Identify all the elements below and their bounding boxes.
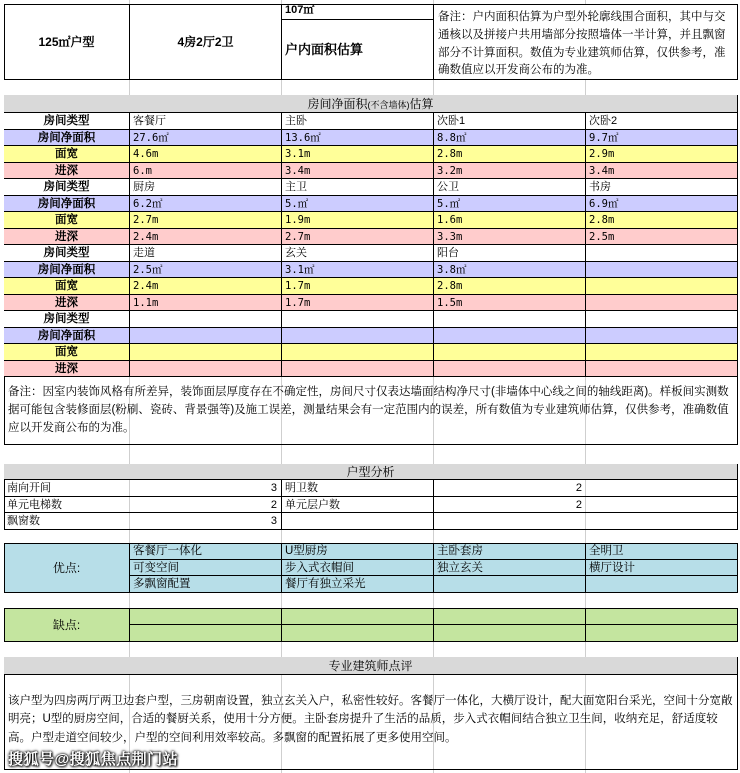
room-area-cell — [434, 328, 586, 345]
room-area-cell — [282, 328, 434, 345]
room-name-cell — [586, 245, 738, 262]
room-depth-cell: 3.3m — [434, 229, 586, 246]
room-area-cell: 13.6㎡ — [282, 130, 434, 147]
room-width-cell: 4.6m — [130, 146, 282, 163]
room-width-cell: 2.4m — [130, 278, 282, 295]
row-label-type: 房间类型 — [4, 311, 130, 328]
room-depth-cell: 3.4m — [282, 163, 434, 180]
room-width-cell: 2.8m — [434, 278, 586, 295]
room-depth-cell — [586, 295, 738, 312]
row-label-type: 房间类型 — [4, 179, 130, 196]
room-width-cell: 2.8m — [586, 212, 738, 229]
review-text: 该户型为四房两厅两卫边套户型，三房朝南设置，独立玄关入户，私密性较好。客餐厅一体化，大横厅设计，配大面宽阳台采光，空间十分宽敞明亮；U型的厨房空间，合适的餐厨关系，使用十分方便。主卧套房提升了生活的品质，步入式衣帽间结合独立卫生间，收纳充足，舒适度较高。户型走道空间较少，户型的空间利用效率较高。多飘窗的配置拓展了更多使用空间。 — [4, 675, 738, 770]
room-width-cell: 3.1m — [282, 146, 434, 163]
room-depth-cell: 6.m — [130, 163, 282, 180]
row-label-type: 房间类型 — [4, 113, 130, 130]
room-area-cell: 5.㎡ — [434, 196, 586, 213]
room-depth-cell — [130, 361, 282, 378]
analysis-item-value: 3 — [130, 480, 282, 497]
room-width-cell: 2.7m — [130, 212, 282, 229]
room-name-cell — [282, 311, 434, 328]
room-name-cell: 厨房 — [130, 179, 282, 196]
room-name-cell: 公卫 — [434, 179, 586, 196]
pros-item: 横厅设计 — [586, 560, 738, 577]
room-depth-cell: 3.2m — [434, 163, 586, 180]
pros-item: 步入式衣帽间 — [282, 560, 434, 577]
indoor-area-value: 107㎡ — [282, 4, 434, 20]
room-area-title-small: (不含墙体) — [367, 100, 410, 110]
unit-layout: 4房2厅2卫 — [130, 4, 282, 80]
analysis-blank-cell — [586, 513, 738, 530]
row-label-area: 房间净面积 — [4, 262, 130, 279]
room-name-cell: 阳台 — [434, 245, 586, 262]
room-area-cell: 27.6㎡ — [130, 130, 282, 147]
pros-item: 全明卫 — [586, 543, 738, 560]
room-name-cell: 玄关 — [282, 245, 434, 262]
pros-item — [434, 576, 586, 593]
cons-item — [130, 608, 282, 625]
room-area-cell: 2.5㎡ — [130, 262, 282, 279]
room-area-cell — [130, 328, 282, 345]
room-depth-cell: 1.5m — [434, 295, 586, 312]
room-name-cell — [130, 311, 282, 328]
pros-item: 餐厅有独立采光 — [282, 576, 434, 593]
analysis-title: 户型分析 — [4, 464, 738, 480]
analysis-blank-cell — [586, 480, 738, 497]
room-area-cell: 5.㎡ — [282, 196, 434, 213]
room-width-cell — [586, 344, 738, 361]
room-depth-cell — [586, 361, 738, 378]
cons-item — [434, 625, 586, 642]
room-area-cell — [586, 262, 738, 279]
room-name-cell: 书房 — [586, 179, 738, 196]
room-width-cell — [130, 344, 282, 361]
analysis-item-label: 飘窗数 — [4, 513, 130, 530]
room-width-cell — [282, 344, 434, 361]
row-label-depth: 进深 — [4, 163, 130, 180]
pros-item: U型厨房 — [282, 543, 434, 560]
room-width-cell: 1.6m — [434, 212, 586, 229]
analysis-item-label — [282, 513, 434, 530]
cons-label: 缺点: — [4, 608, 130, 642]
room-name-cell: 主卧 — [282, 113, 434, 130]
indoor-area-label: 户内面积估算 — [282, 20, 434, 80]
row-label-width: 面宽 — [4, 278, 130, 295]
row-label-width: 面宽 — [4, 212, 130, 229]
room-width-cell: 1.7m — [282, 278, 434, 295]
area-note: 备注：户内面积估算为户型外轮廓线围合面积，其中与交通核以及拼接户共用墙部分按照墙体一半计算，并且飘窗部分不计算面积。数值为专业建筑师估算，仅供参考，准确数值应以开发商公布的为准。 — [434, 4, 738, 80]
row-label-depth: 进深 — [4, 361, 130, 378]
room-name-cell: 客餐厅 — [130, 113, 282, 130]
row-label-width: 面宽 — [4, 344, 130, 361]
room-depth-cell — [434, 361, 586, 378]
pros-item: 主卧套房 — [434, 543, 586, 560]
room-area-cell: 6.2㎡ — [130, 196, 282, 213]
row-label-depth: 进深 — [4, 229, 130, 246]
room-width-cell: 1.9m — [282, 212, 434, 229]
row-label-type: 房间类型 — [4, 245, 130, 262]
room-name-cell — [434, 311, 586, 328]
room-area-cell — [586, 328, 738, 345]
analysis-item-value: 2 — [434, 497, 586, 514]
analysis-item-label: 南向开间 — [4, 480, 130, 497]
analysis-item-label: 单元层户数 — [282, 497, 434, 514]
pros-item: 多飘窗配置 — [130, 576, 282, 593]
row-label-depth: 进深 — [4, 295, 130, 312]
cons-item — [434, 608, 586, 625]
row-label-area: 房间净面积 — [4, 196, 130, 213]
room-depth-cell — [282, 361, 434, 378]
room-note: 备注：因室内装饰风格有所差异，装饰面层厚度存在不确定性，房间尺寸仅表达墙面结构净尺寸(非墙体中心线之间的轴线距离)。样板间实测数据可能包含装修面层(粉刷、瓷砖、背景强等)及施工误差，测量结果会有一定范围内的误差，所有数值为专业建筑师估算，仅供参考，准确数值应以开发商公布的为准。 — [4, 377, 738, 445]
review-title: 专业建筑师点评 — [4, 657, 738, 675]
analysis-item-value: 2 — [130, 497, 282, 514]
cons-item — [282, 608, 434, 625]
analysis-item-value: 2 — [434, 480, 586, 497]
room-area-cell: 3.8㎡ — [434, 262, 586, 279]
pros-item: 独立玄关 — [434, 560, 586, 577]
room-area-cell: 3.1㎡ — [282, 262, 434, 279]
room-area-title-end: 估算 — [409, 97, 434, 111]
row-label-area: 房间净面积 — [4, 328, 130, 345]
room-name-cell — [586, 311, 738, 328]
analysis-blank-cell — [586, 497, 738, 514]
pros-item: 可变空间 — [130, 560, 282, 577]
room-depth-cell: 2.4m — [130, 229, 282, 246]
analysis-item-label: 单元电梯数 — [4, 497, 130, 514]
pros-label: 优点: — [4, 543, 130, 593]
cons-item — [586, 608, 738, 625]
room-area-cell: 9.7㎡ — [586, 130, 738, 147]
room-area-title — [4, 95, 738, 113]
room-width-cell — [586, 278, 738, 295]
room-area-cell: 8.8㎡ — [434, 130, 586, 147]
room-area-cell: 6.9㎡ — [586, 196, 738, 213]
room-width-cell: 2.8m — [434, 146, 586, 163]
cons-item — [130, 625, 282, 642]
cons-item — [586, 625, 738, 642]
unit-area-label: 125㎡户型 — [4, 4, 130, 80]
room-depth-cell: 1.7m — [282, 295, 434, 312]
room-depth-cell: 2.7m — [282, 229, 434, 246]
room-name-cell: 次卧2 — [586, 113, 738, 130]
room-width-cell — [434, 344, 586, 361]
room-name-cell: 主卫 — [282, 179, 434, 196]
row-label-area: 房间净面积 — [4, 130, 130, 147]
room-name-cell: 走道 — [130, 245, 282, 262]
room-width-cell: 2.9m — [586, 146, 738, 163]
room-depth-cell: 3.4m — [586, 163, 738, 180]
room-depth-cell: 1.1m — [130, 295, 282, 312]
cons-item — [282, 625, 434, 642]
analysis-item-value: 3 — [130, 513, 282, 530]
room-name-cell: 次卧1 — [434, 113, 586, 130]
room-depth-cell: 2.5m — [586, 229, 738, 246]
analysis-item-label: 明卫数 — [282, 480, 434, 497]
row-label-width: 面宽 — [4, 146, 130, 163]
pros-item — [586, 576, 738, 593]
room-area-title-main: 房间净面积 — [307, 97, 368, 111]
watermark: 搜狐号@搜狐焦点荆门站 — [8, 751, 179, 768]
analysis-item-value — [434, 513, 586, 530]
pros-item: 客餐厅一体化 — [130, 543, 282, 560]
